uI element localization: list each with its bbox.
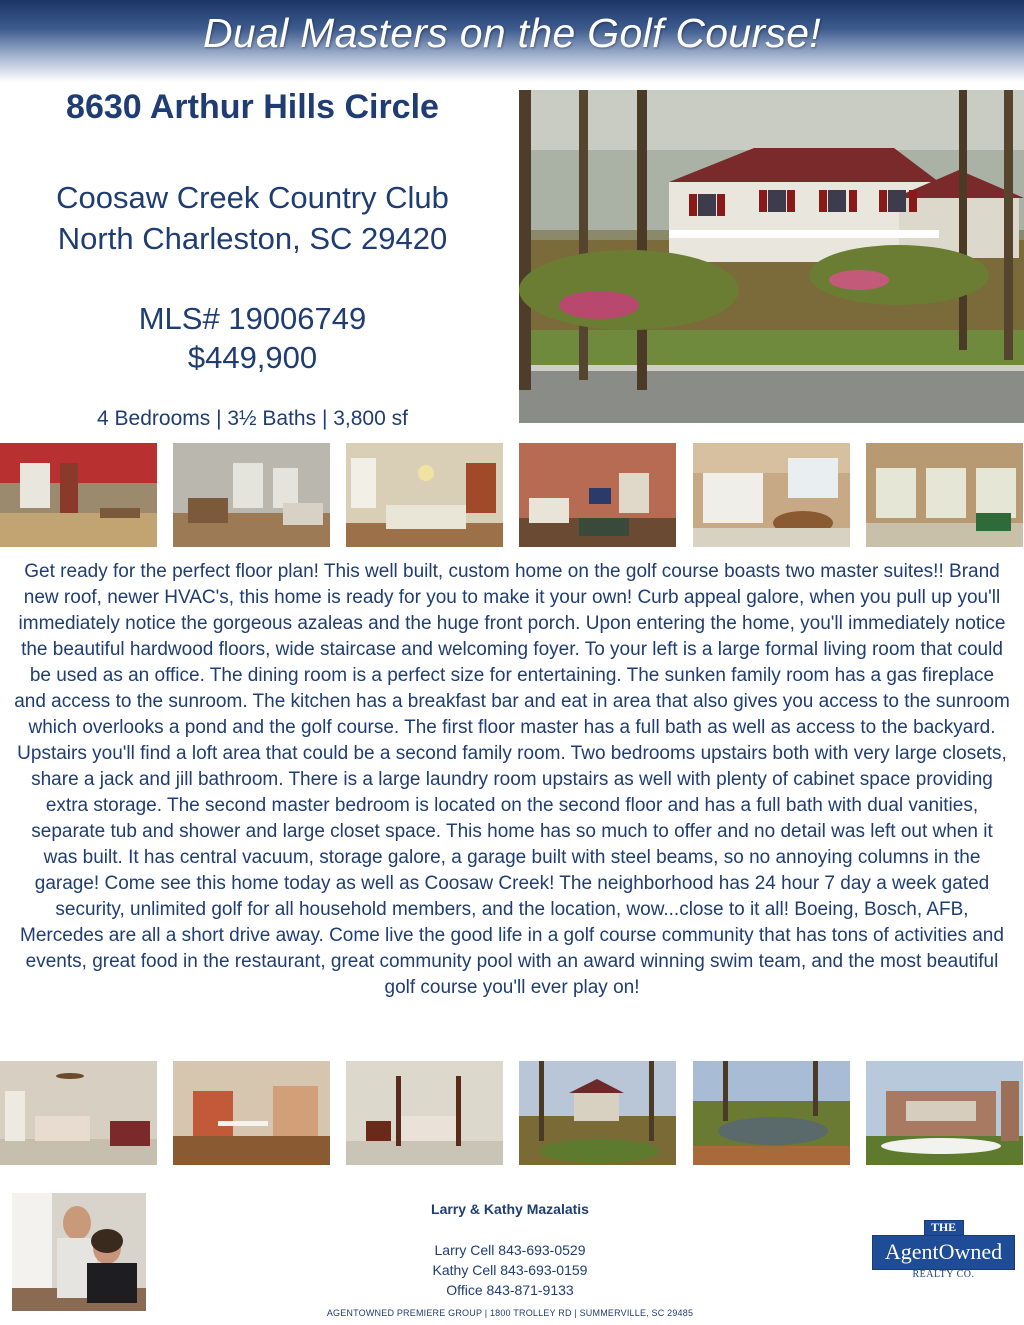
flyer-title: Dual Masters on the Golf Course! — [202, 10, 822, 56]
house-exterior-photo — [519, 90, 1024, 423]
property-address: 8630 Arthur Hills Circle — [66, 88, 439, 126]
property-facts: 4 Bedrooms | 3½ Baths | 3,800 sf — [97, 407, 408, 430]
listing-price: $449,900 — [187, 340, 318, 375]
sunroom-photo — [866, 443, 1023, 547]
master-bedroom-photo — [0, 1061, 157, 1165]
agent-names: Larry & Kathy Mazalatis — [431, 1201, 589, 1217]
mls-number: MLS# 19006749 — [138, 301, 367, 336]
loft-photo — [173, 1061, 330, 1165]
larry-cell: Larry Cell 843-693-0529 — [434, 1242, 586, 1258]
second-master-bedroom-photo — [346, 1061, 503, 1165]
logo-sub: REALTY CO. — [912, 1269, 975, 1280]
pond-photo — [693, 1061, 850, 1165]
property-description: Get ready for the perfect floor plan! This well built, custom home on the golf course boasts two master suites!! Brand new roof, newer HVAC's, this home is ready for you to make it your own! Curb appeal galore, when you pull up you'll immediately notice the gorgeous azaleas and the huge front porch. Upon entering the home, you'll immediately notice the beautiful hardwood floors, wide staircase and welcoming foyer. To your left is a large formal living room that could be used as an office. The dining room is a perfect size for entertaining. The sunken family room has a gas fireplace and access to the sunroom. The kitchen has a breakfast bar and eat in area that also gives you access to the sunroom which overlooks a pond and the golf course. The first floor master has a full bath as well as access to the backyard. Upstairs you'll find a loft area that could be a second family room. Two bedrooms upstairs both with very large closets, share a jack and jill bathroom. There is a large laundry room upstairs as well with plenty of cabinet space providing extra storage. The second master bedroom is located on the second floor and has a full bath with dual vanities, separate tub and shower and large closet space. This home has so much to offer and no detail was left out when it was built. It has central vacuum, storage galore, a garage built with steel beams, so no annoying columns in the garage! Come see this home today as well as Coosaw Creek! The neighborhood has 24 hour 7 day a week gated security, unlimited golf for all household members, and the location, wow...close to it all! Boeing, Bosch, AFB, Mercedes are all a short drive away. Come live the good life in a golf course community that has tons of activities and events, great food in the restaurant, great community pool with an award winning swim team, and the most beautiful golf course you'll ever play on! — [14, 561, 1010, 998]
kathy-cell: Kathy Cell 843-693-0159 — [432, 1262, 588, 1278]
header-banner — [0, 0, 1024, 82]
living-room-photo — [173, 443, 330, 547]
city-state-zip: North Charleston, SC 29420 — [57, 221, 448, 256]
front-porch-photo — [0, 443, 157, 547]
entrance-sign-photo — [866, 1061, 1023, 1165]
office-address: AGENTOWNED PREMIERE GROUP | 1800 TROLLEY RD | SUMMERVILLE, SC 29485 — [326, 1308, 694, 1318]
logo-name: AgentOwned — [884, 1239, 1003, 1264]
dining-room-photo — [346, 443, 503, 547]
agentowned-logo — [872, 1220, 1015, 1284]
kitchen-photo — [693, 443, 850, 547]
office-phone: Office 843-871-9133 — [446, 1282, 574, 1298]
family-room-photo — [519, 443, 676, 547]
community-name: Coosaw Creek Country Club — [56, 180, 449, 215]
logo-the-text: THE — [930, 1220, 957, 1234]
agent-photo — [12, 1193, 146, 1311]
backyard-photo — [519, 1061, 676, 1165]
